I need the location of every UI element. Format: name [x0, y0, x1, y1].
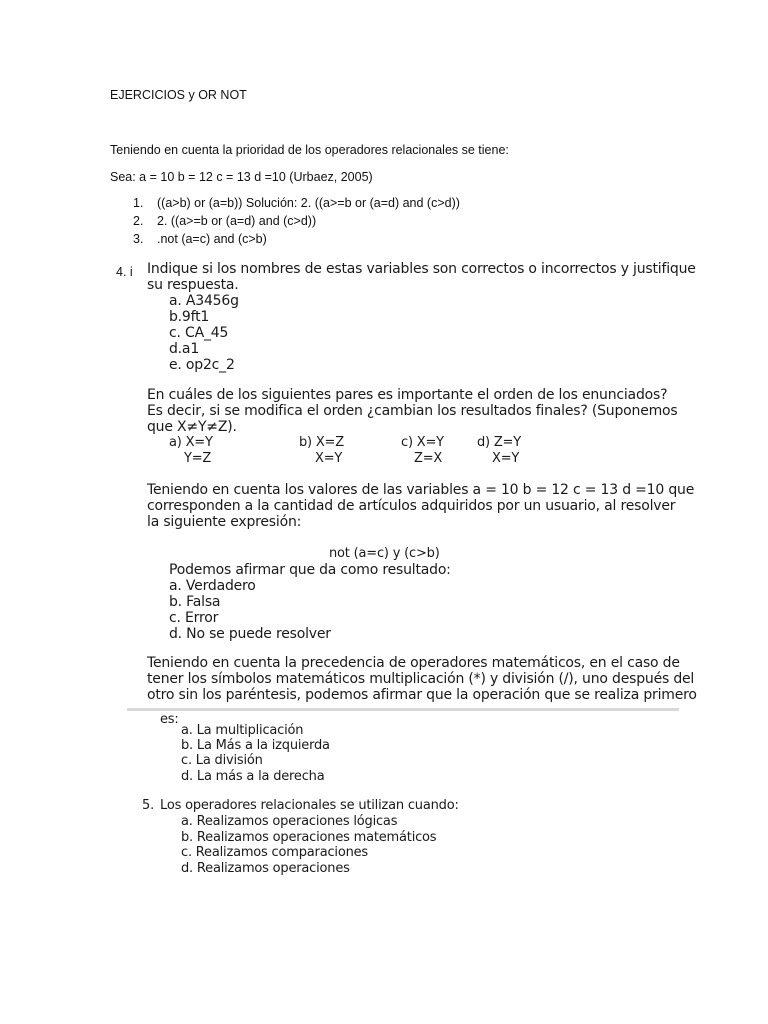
- pair-bottom: X=Y: [492, 451, 520, 466]
- values-prompt: Podemos afirmar que da como resultado:: [169, 562, 451, 578]
- pair-bottom: X=Y: [315, 451, 343, 466]
- order-line-1: En cuáles de los siguientes pares es importante el orden de los enunciados?: [147, 387, 668, 403]
- precedence-option: a. La multiplicación: [181, 723, 304, 738]
- q4-option: e. op2c_2: [169, 357, 235, 373]
- pair-top: d) Z=Y: [477, 435, 521, 450]
- pair-bottom: Y=Z: [184, 451, 212, 466]
- list-item-text: .not (a=c) and (c>b): [157, 232, 267, 246]
- variables-definition: Sea: a = 10 b = 12 c = 13 d =10 (Urbaez, 2005): [110, 170, 373, 184]
- list-item-text: ((a>b) or (a=b)) Solución: 2. ((a>=b or (a=d) and (c>d)): [157, 196, 460, 210]
- list-item-number: 1.: [133, 196, 144, 210]
- question-4-number: 4. i: [116, 265, 133, 279]
- list-item-text: 2. ((a>=b or (a=d) and (c>d)): [157, 214, 317, 228]
- values-line-3: la siguiente expresión:: [147, 514, 302, 530]
- q4-option: b.9ft1: [169, 309, 210, 325]
- q5-option: a. Realizamos operaciones lógicas: [181, 814, 398, 829]
- pair-top: c) X=Y: [401, 435, 444, 450]
- values-option: c. Error: [169, 610, 219, 626]
- q4-line-1: Indique si los nombres de estas variables son correctos o incorrectos y justifique: [147, 261, 696, 277]
- pair-top: b) X=Z: [299, 435, 344, 450]
- document-title: EJERCICIOS y OR NOT: [110, 88, 247, 102]
- precedence-line-4: es:: [160, 712, 179, 727]
- precedence-option: b. La Más a la izquierda: [181, 738, 330, 753]
- values-line-1: Teniendo en cuenta los valores de las variables a = 10 b = 12 c = 13 d =10 que: [147, 482, 695, 498]
- expression: not (a=c) y (c>b): [329, 546, 440, 561]
- values-option: b. Falsa: [169, 594, 221, 610]
- precedence-line-1: Teniendo en cuenta la precedencia de operadores matemáticos, en el caso de: [147, 655, 680, 671]
- list-item-number: 3.: [133, 232, 144, 246]
- question-5-text: Los operadores relacionales se utilizan cuando:: [160, 798, 459, 813]
- values-option: a. Verdadero: [169, 578, 256, 594]
- q4-option: c. CA_45: [169, 325, 229, 341]
- question-5-number: 5.: [142, 798, 155, 813]
- precedence-line-3: otro sin los paréntesis, podemos afirmar que la operación que se realiza primero: [147, 687, 697, 703]
- q4-option: d.a1: [169, 341, 200, 357]
- q5-option: b. Realizamos operaciones matemáticos: [181, 830, 437, 845]
- scan-seam-divider: [127, 708, 679, 711]
- list-item-number: 2.: [133, 214, 144, 228]
- intro-text: Teniendo en cuenta la prioridad de los operadores relacionales se tiene:: [110, 143, 509, 157]
- q5-option: c. Realizamos comparaciones: [181, 845, 368, 860]
- precedence-option: c. La división: [181, 753, 263, 768]
- q4-line-2: su respuesta.: [147, 277, 239, 293]
- precedence-line-2: tener los símbolos matemáticos multiplicación (*) y división (/), uno después del: [147, 671, 695, 687]
- order-line-3: que X≠Y≠Z).: [147, 419, 237, 435]
- order-line-2: Es decir, si se modifica el orden ¿cambian los resultados finales? (Suponemos: [147, 403, 678, 419]
- pair-top: a) X=Y: [169, 435, 213, 450]
- precedence-option: d. La más a la derecha: [181, 769, 325, 784]
- values-line-2: corresponden a la cantidad de artículos adquiridos por un usuario, al resolver: [147, 498, 676, 514]
- values-option: d. No se puede resolver: [169, 626, 331, 642]
- q5-option: d. Realizamos operaciones: [181, 861, 350, 876]
- pair-bottom: Z=X: [414, 451, 443, 466]
- q4-option: a. A3456g: [169, 293, 239, 309]
